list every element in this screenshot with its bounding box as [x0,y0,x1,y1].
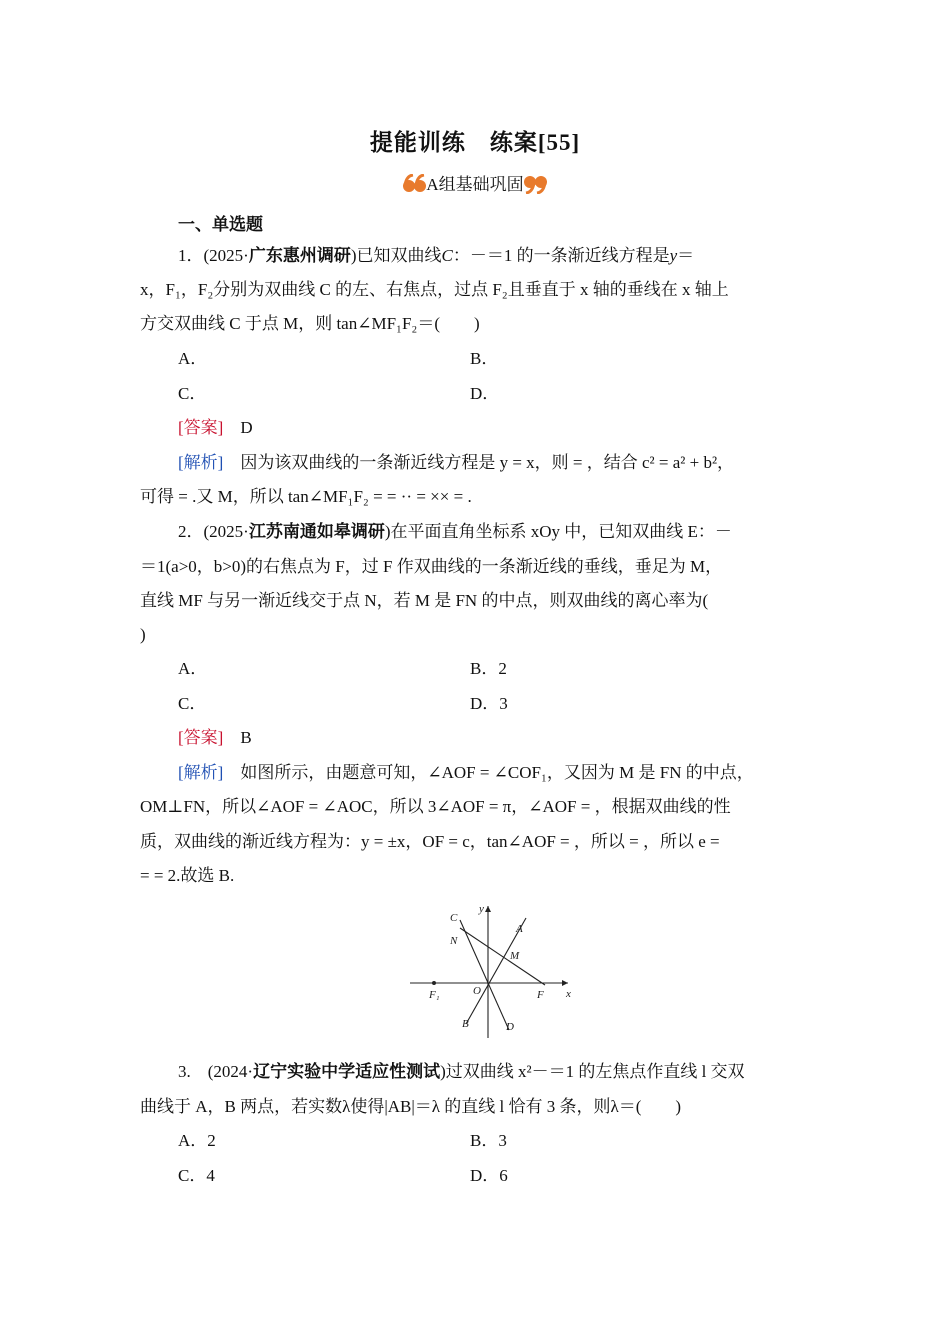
q1-option-b: B． [470,349,499,368]
q3-source: 辽宁实验中学适应性测试 [253,1062,441,1081]
q2-source: 江苏南通如皋调研 [248,522,385,541]
right-quote-icon [524,174,548,194]
q3-line-1: 3. (2024·辽宁实验中学适应性测试)过双曲线 x²－＝1 的左焦点作直线 l 交双 [178,1062,745,1081]
label-a: A [516,923,523,935]
group-subtitle [0,170,950,195]
q2-option-d: D．3 [470,694,508,713]
q1-analysis-1: [解析] 因为该双曲线的一条渐近线方程是 y = x，则 = ，结合 c² = a² + b²， [178,453,735,472]
left-quote-icon [402,174,426,194]
q1-line-3: 方交双曲线 C 于点 M，则 tan∠MF₁F₂＝( ) [140,314,480,333]
label-n: N [450,935,458,947]
q2-answer: [答案] B [178,728,252,747]
q3-option-d: D．6 [470,1166,508,1185]
q1-source: 广东惠州调研 [248,246,351,265]
q1-line-2: x，F₁，F₂分别为双曲线 C 的左、右焦点，过点 F₂且垂直于 x 轴的垂线在 x 轴上 [140,280,729,299]
q2-analysis-4: = = 2.故选 B. [140,866,235,885]
label-y: y [479,903,484,915]
y-arrow [485,906,491,912]
q2-option-c: C． [178,694,207,713]
section-heading: 一、单选题 [178,215,263,234]
label-m: M [510,950,520,962]
q2-analysis-2: OM⊥FN，所以∠AOF = ∠AOC，所以 3∠AOF = π，∠AOF = ，根据双曲线的性 [140,797,731,816]
label-d: D [506,1021,514,1033]
line-nf [460,928,545,985]
label-x: x [566,988,571,1000]
answer-tag: [答案] [178,728,224,747]
q2-option-a: A． [178,659,208,678]
label-c: C [450,912,458,924]
label-f1: F₁ [429,989,440,1001]
subtitle-text: A组基础巩固 [426,175,524,194]
analysis-tag: [解析] [178,453,224,472]
point-f1 [432,981,436,985]
q1-option-a: A． [178,349,208,368]
q2-line-1: 2．(2025·江苏南通如皋调研)在平面直角坐标系 xOy 中，已知双曲线 E：－ [178,522,732,541]
page-title: 提能训练 练案[55] [369,130,581,155]
label-f: F [537,989,544,1001]
q2-line-4: ) [140,625,146,644]
analysis-tag: [解析] [178,763,224,782]
q1-analysis-2: 可得 = .又 M，所以 tan∠MF₁F₂ = = ·· = ×× = . [140,487,472,506]
q3-option-b: B．3 [470,1131,507,1150]
label-o: O [473,985,481,997]
hyperbola-figure [408,900,578,1040]
q2-analysis-3: 质，双曲线的渐近线方程为：y = ±x，OF = c，tan∠AOF = ，所以 = ，所以 e = [140,832,720,851]
q1-line-1: 1．(2025·广东惠州调研)已知双曲线C：－＝1 的一条渐近线方程是y＝ [178,246,695,265]
q3-line-2: 曲线于 A，B 两点，若实数λ使得|AB|＝λ 的直线 l 恰有 3 条，则λ＝( ) [140,1097,682,1116]
q2-line-2: ＝1(a>0，b>0)的右焦点为 F，过 F 作双曲线的一条渐近线的垂线，垂足为 M， [140,557,723,576]
label-b: B [462,1018,469,1030]
x-arrow [562,980,568,986]
q2-line-3: 直线 MF 与另一渐近线交于点 N，若 M 是 FN 的中点，则双曲线的离心率为( [140,591,709,610]
q2-option-b: B．2 [470,659,507,678]
q3-option-c: C．4 [178,1166,215,1185]
asymptote-oc [460,920,509,1030]
q3-option-a: A．2 [178,1131,216,1150]
q1-option-d: D． [470,384,500,403]
q1-option-c: C． [178,384,207,403]
answer-tag: [答案] [178,418,224,437]
q1-answer: [答案] D [178,418,253,437]
q2-analysis-1: [解析] 如图所示，由题意可知，∠AOF = ∠COF₁，又因为 M 是 FN 的中点， [178,763,754,782]
